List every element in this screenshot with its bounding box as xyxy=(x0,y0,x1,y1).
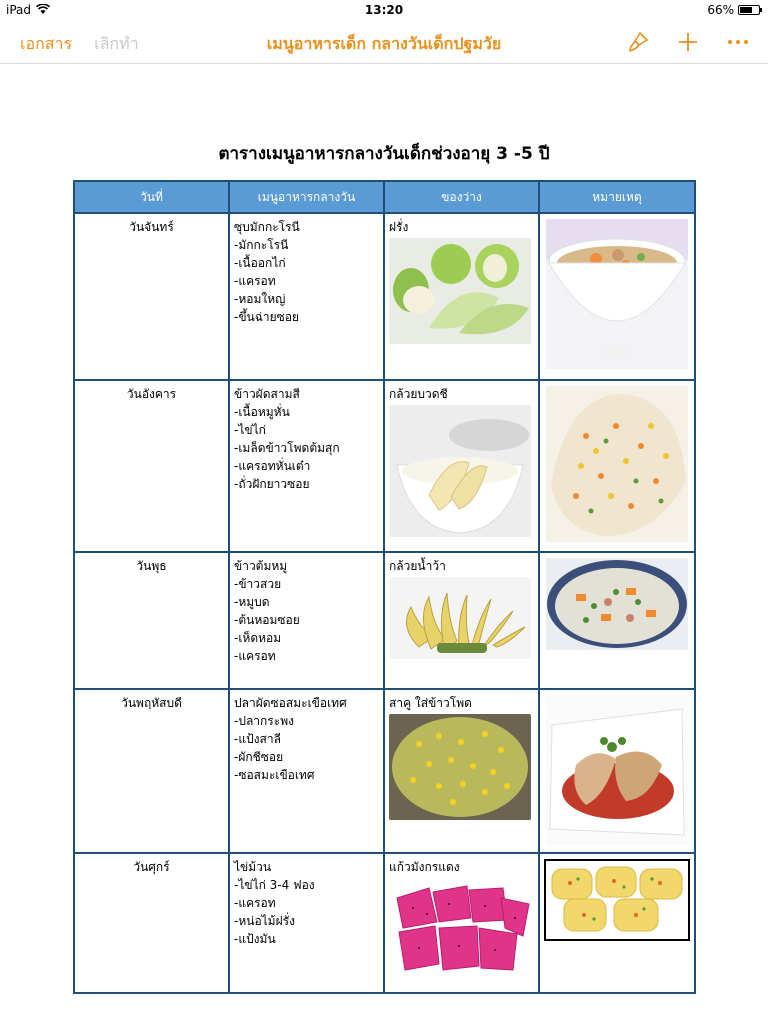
documents-button[interactable]: เอกสาร xyxy=(20,34,73,53)
menu-item: -เมล็ดข้าวโพดต้มสุก xyxy=(234,441,340,455)
more-icon[interactable] xyxy=(726,30,750,54)
snack-name: แก้วมังกรแดง xyxy=(389,860,460,874)
note-cell xyxy=(539,552,695,689)
snack-name: ฝรั่ง xyxy=(389,220,409,234)
menu-item: -ขึ้นฉ่ายซอย xyxy=(234,310,300,324)
rolled-omelette-photo xyxy=(544,859,690,941)
snack-name: กล้วยน้ำว้า xyxy=(389,559,446,573)
snack-cell xyxy=(384,689,539,853)
menu-item: -ไข่ไก่ xyxy=(234,423,266,437)
status-time: 13:20 xyxy=(364,3,404,17)
header-note: หมายเหตุ xyxy=(539,181,695,213)
menu-item: -เนื้อหมูหั่น xyxy=(234,405,290,419)
menu-item: -แครอท xyxy=(234,274,276,288)
fried-rice-photo xyxy=(546,386,688,542)
navigation-bar xyxy=(0,20,768,64)
menu-item: ไข่ม้วน xyxy=(234,860,272,874)
menu-item: -ถั่วฝักยาวซอย xyxy=(234,477,310,491)
table-title: ตารางเมนูอาหารกลางวันเด็กช่วงอายุ 3 -5 ปี xyxy=(218,144,550,164)
day-cell: วันพฤหัสบดี xyxy=(74,689,229,853)
menu-cell xyxy=(229,213,384,380)
menu-item: -หน่อไม้ฝรั่ง xyxy=(234,914,295,928)
menu-item: -แครอทหั่นเต๋า xyxy=(234,459,311,473)
sago-corn-photo xyxy=(389,714,531,820)
battery-level xyxy=(740,7,752,13)
table-row xyxy=(74,689,695,853)
day-cell: วันอังคาร xyxy=(74,380,229,552)
rice-porridge-photo xyxy=(546,558,688,650)
header-snack: ของว่าง xyxy=(384,181,539,213)
menu-cell xyxy=(229,380,384,552)
menu-table xyxy=(73,180,696,994)
menu-item: ข้าวผัดสามสี xyxy=(234,387,300,401)
menu-item: -ต้นหอมซอย xyxy=(234,613,300,627)
menu-item: ข้าวต้มหมู xyxy=(234,559,288,573)
menu-item: -เห็ดหอม xyxy=(234,631,282,645)
plus-icon[interactable] xyxy=(676,30,700,54)
undo-button[interactable]: เลิกทำ xyxy=(94,34,139,53)
device-label: iPad xyxy=(6,3,32,17)
snack-name: กล้วยบวดชี xyxy=(389,387,448,401)
snack-cell xyxy=(384,552,539,689)
menu-item: -ปลากระพง xyxy=(234,714,294,728)
menu-item: ปลาผัดซอสมะเขือเทศ xyxy=(234,696,347,710)
menu-item: -แป้งมัน xyxy=(234,932,276,946)
menu-cell xyxy=(229,689,384,853)
menu-cell xyxy=(229,552,384,689)
day-cell: วันพุธ xyxy=(74,552,229,689)
note-cell xyxy=(539,380,695,552)
menu-cell xyxy=(229,853,384,993)
day-cell: วันศุกร์ xyxy=(74,853,229,993)
menu-item: -หมูบด xyxy=(234,595,270,609)
note-cell xyxy=(539,213,695,380)
day-cell: วันจันทร์ xyxy=(74,213,229,380)
snack-name: สาคู ใส่ข้าวโพด xyxy=(389,696,472,710)
menu-item: -แครอท xyxy=(234,896,276,910)
document-title: เมนูอาหารเด็ก กลางวันเด็กปฐมวัย xyxy=(266,34,502,53)
note-cell xyxy=(539,689,695,853)
status-bar xyxy=(0,0,768,20)
header-day: วันที่ xyxy=(74,181,229,213)
menu-item: -ผักชีซอย xyxy=(234,750,284,764)
battery-icon xyxy=(738,5,760,15)
menu-item: -แป้งสาลี xyxy=(234,732,281,746)
menu-item: -แครอท xyxy=(234,649,276,663)
table-row xyxy=(74,552,695,689)
note-cell xyxy=(539,853,695,993)
table-row xyxy=(74,853,695,993)
snack-cell xyxy=(384,380,539,552)
banana-coconut-milk-photo xyxy=(389,405,531,537)
menu-item: -มักกะโรนี xyxy=(234,238,289,252)
battery-percent: 66% xyxy=(707,3,734,17)
snack-cell xyxy=(384,213,539,380)
fish-tomato-sauce-photo xyxy=(546,695,688,845)
menu-item: -หอมใหญ่ xyxy=(234,292,286,306)
menu-item: ซุบมักกะโรนี xyxy=(234,220,300,234)
menu-item: -ข้าวสวย xyxy=(234,577,282,591)
table-row xyxy=(74,213,695,380)
snack-cell xyxy=(384,853,539,993)
menu-item: -ไข่ไก่ 3-4 ฟอง xyxy=(234,878,315,892)
menu-item: -เนื้ออกไก่ xyxy=(234,256,286,270)
banana-photo xyxy=(389,577,531,659)
paintbrush-icon[interactable] xyxy=(626,30,650,54)
macaroni-soup-photo xyxy=(546,219,688,369)
guava-photo xyxy=(389,238,531,344)
table-row xyxy=(74,380,695,552)
header-lunch-menu: เมนูอาหารกลางวัน xyxy=(229,181,384,213)
table-header-row xyxy=(74,181,695,213)
menu-item: -ซอสมะเขือเทศ xyxy=(234,768,315,782)
dragon-fruit-photo xyxy=(389,878,531,984)
